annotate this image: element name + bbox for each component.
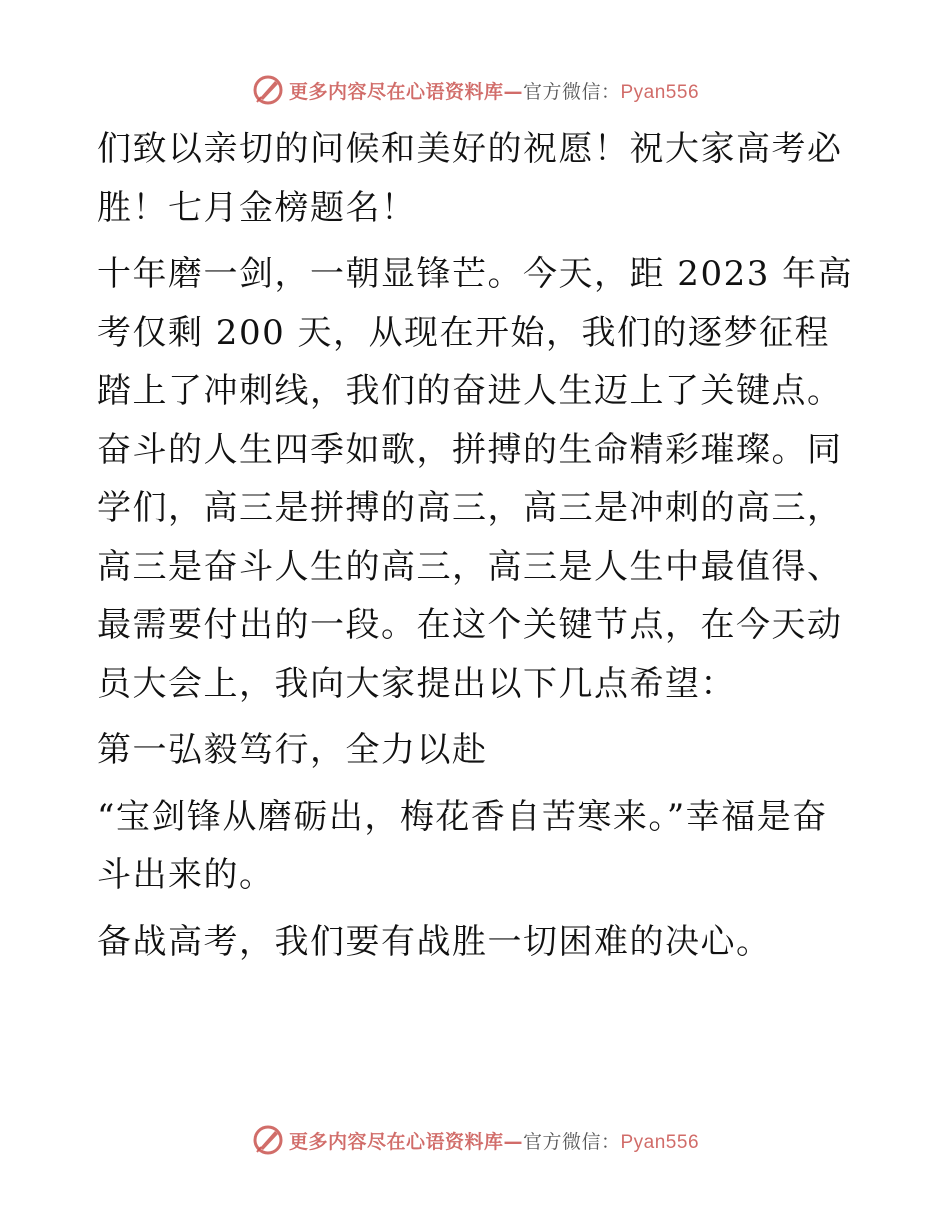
paragraph-5: 备战高考，我们要有战胜一切困难的决心。 — [97, 921, 772, 962]
watermark-separator: — — [503, 1130, 523, 1153]
footer-watermark — [0, 1120, 950, 1160]
header-watermark — [0, 70, 950, 110]
watermark-separator: — — [503, 80, 523, 103]
paragraph-4: “宝剑锋从磨砺出，梅花香自苦寒来。”幸福是奋斗出来的。 — [97, 796, 828, 895]
watermark-official-text: 官方微信： — [522, 1130, 621, 1153]
watermark-wechat-id: Pyan556 — [620, 81, 700, 103]
watermark-main-text: 更多内容尽在心语资料库 — [288, 80, 504, 103]
watermark-wechat-id: Pyan556 — [620, 1131, 700, 1153]
document-body — [97, 120, 857, 979]
paragraph-2: 十年磨一剑，一朝显锋芒。今天，距 2023 年高考仅剩 200 天，从现在开始，我们的逐梦征程踏上了冲刺线，我们的奋进人生迈上了关键点。奋斗的人生四季如歌，拼搏的生命精彩璀璨。同学们，高三是拼搏的高三，高三是冲刺的高三，高三是奋斗人生的高三，高三是人生中最值得、最需要付出的一段。在这个关键节点，在今天动员大会上，我向大家提出以下几点希望： — [97, 254, 854, 704]
paragraph-1: 们致以亲切的问候和美好的祝愿！祝大家高考必胜！七月金榜题名！ — [97, 129, 843, 228]
watermark-main-text: 更多内容尽在心语资料库 — [288, 1130, 504, 1153]
quill-logo-icon — [251, 73, 285, 107]
quill-logo-icon — [251, 1123, 285, 1157]
paragraph-3-heading: 第一弘毅笃行，全力以赴 — [97, 730, 488, 770]
watermark-official-text: 官方微信： — [522, 80, 621, 103]
